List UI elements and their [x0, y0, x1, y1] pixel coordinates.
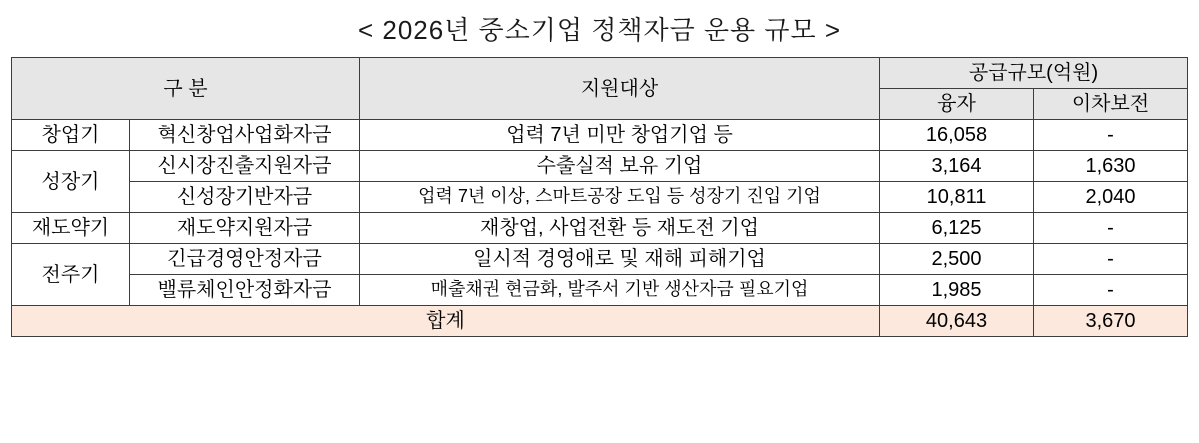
support-target: 업력 7년 미만 창업기업 등 [360, 120, 880, 151]
stage-releap: 재도약기 [11, 213, 129, 244]
total-interest-amount: 3,670 [1034, 306, 1188, 337]
table-row [11, 182, 1187, 213]
fund-name: 혁신창업사업화자금 [129, 120, 359, 151]
table-row [11, 244, 1187, 275]
loan-amount: 6,125 [880, 213, 1034, 244]
table-row [11, 120, 1187, 151]
fund-name: 밸류체인안정화자금 [129, 275, 359, 306]
loan-amount: 3,164 [880, 151, 1034, 182]
total-loan-amount: 40,643 [880, 306, 1034, 337]
loan-amount: 10,811 [880, 182, 1034, 213]
loan-amount: 1,985 [880, 275, 1034, 306]
table-row [11, 151, 1187, 182]
interest-amount: 2,040 [1034, 182, 1188, 213]
stage-growth: 성장기 [11, 151, 129, 213]
support-target: 재창업, 사업전환 등 재도전 기업 [360, 213, 880, 244]
support-target: 수출실적 보유 기업 [360, 151, 880, 182]
total-label: 합계 [11, 306, 879, 337]
header-interest-subsidy: 이차보전 [1034, 89, 1188, 120]
header-supply-scale: 공급규모(억원) [880, 58, 1188, 89]
stage-startup: 창업기 [11, 120, 129, 151]
table-total-row [11, 306, 1187, 337]
table-header-row-1 [11, 58, 1187, 89]
interest-amount: - [1034, 244, 1188, 275]
header-target: 지원대상 [360, 58, 880, 120]
policy-fund-table [11, 57, 1188, 337]
support-target: 매출채권 현금화, 발주서 기반 생산자금 필요기업 [360, 275, 880, 306]
interest-amount: - [1034, 213, 1188, 244]
header-division: 구 분 [11, 58, 359, 120]
fund-name: 신시장진출지원자금 [129, 151, 359, 182]
header-loan: 융자 [880, 89, 1034, 120]
table-row [11, 213, 1187, 244]
fund-name: 신성장기반자금 [129, 182, 359, 213]
loan-amount: 2,500 [880, 244, 1034, 275]
fund-name: 긴급경영안정자금 [129, 244, 359, 275]
interest-amount: - [1034, 120, 1188, 151]
page-title: < 2026년 중소기업 정책자금 운용 규모 > [357, 15, 842, 45]
interest-amount: 1,630 [1034, 151, 1188, 182]
support-target: 일시적 경영애로 및 재해 피해기업 [360, 244, 880, 275]
support-target: 업력 7년 이상, 스마트공장 도입 등 성장기 진입 기업 [360, 182, 880, 213]
stage-full-cycle: 전주기 [11, 244, 129, 306]
table-row [11, 275, 1187, 306]
fund-name: 재도약지원자금 [129, 213, 359, 244]
interest-amount: - [1034, 275, 1188, 306]
loan-amount: 16,058 [880, 120, 1034, 151]
